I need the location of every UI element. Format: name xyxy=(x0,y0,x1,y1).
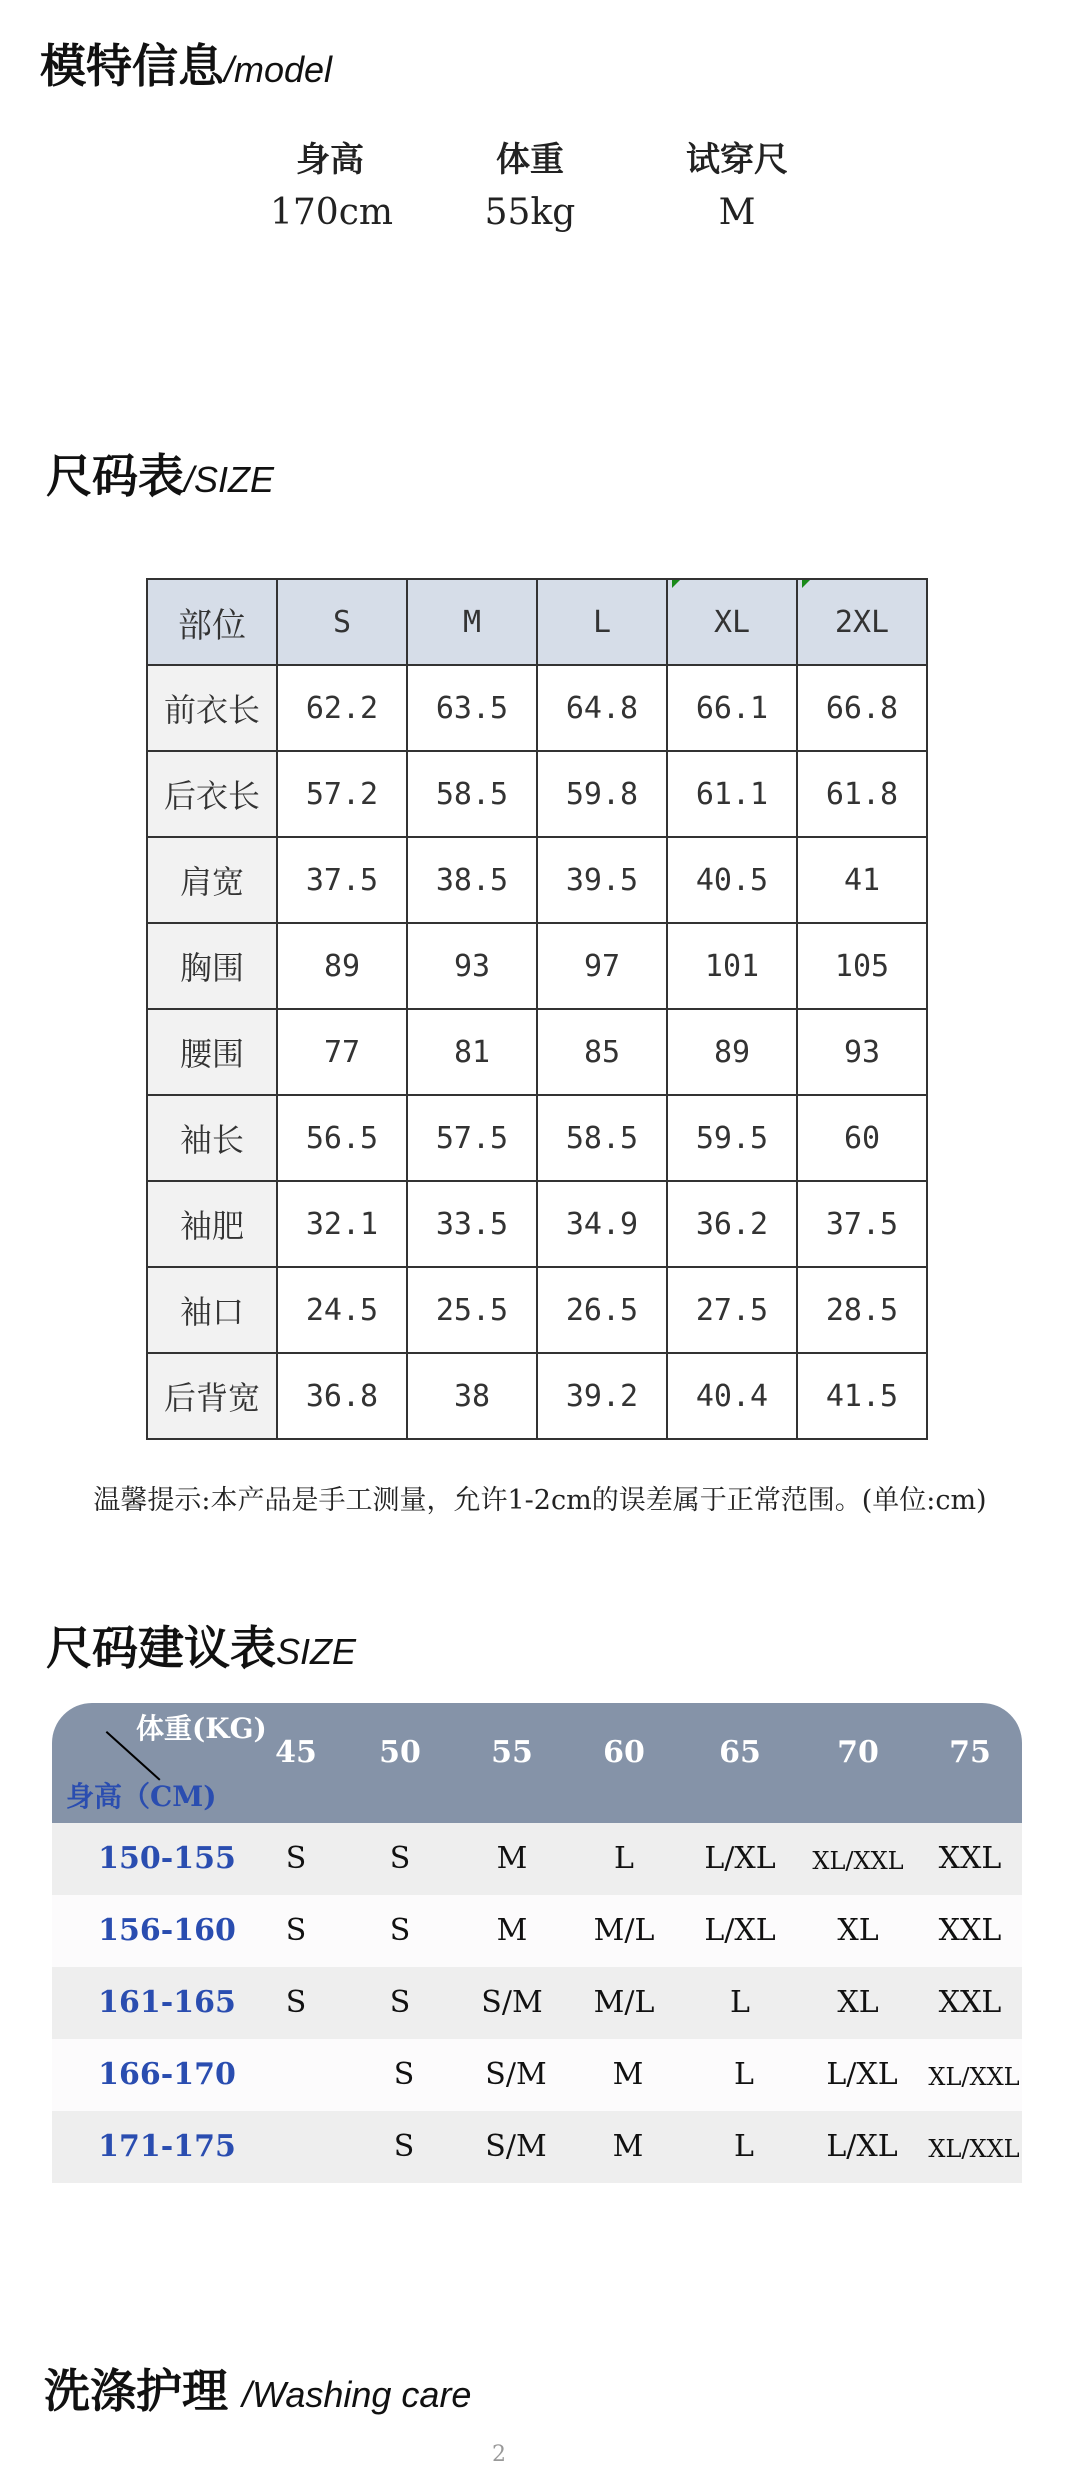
size-part-cell: 后背宽 xyxy=(147,1353,277,1439)
size-value-cell: 24.5 xyxy=(277,1267,407,1353)
size-chart-heading xyxy=(46,440,274,506)
size-chart-row xyxy=(147,923,927,1009)
size-part-cell: 肩宽 xyxy=(147,837,277,923)
size-part-cell: 后衣长 xyxy=(147,751,277,837)
size-suggestion-header xyxy=(52,1703,1022,1823)
size-suggestion-heading xyxy=(46,1612,356,1678)
model-info-title: 模特信息 xyxy=(40,39,224,93)
model-trial-size-label: 试穿尺 xyxy=(686,140,788,180)
size-value-cell: 34.9 xyxy=(537,1181,667,1267)
model-trial-size-value: M xyxy=(718,192,756,233)
suggested-size-cell: S/M xyxy=(485,2129,547,2164)
model-weight-value: 55kg xyxy=(484,192,576,233)
suggested-size-cell: M xyxy=(612,2057,644,2092)
suggested-size-cell: M/L xyxy=(593,1913,655,1948)
size-value-cell: 33.5 xyxy=(407,1181,537,1267)
size-value-cell: 61.8 xyxy=(797,751,927,837)
size-value-cell: 38.5 xyxy=(407,837,537,923)
suggested-size-cell: XXL xyxy=(938,1841,1002,1876)
size-part-cell: 袖肥 xyxy=(147,1181,277,1267)
size-value-cell: 63.5 xyxy=(407,665,537,751)
model-trial-size xyxy=(672,132,802,233)
suggested-size-cell: S xyxy=(389,1913,411,1948)
suggested-size-cell: S xyxy=(285,1985,307,2020)
size-value-cell: 27.5 xyxy=(667,1267,797,1353)
size-value-cell: 58.5 xyxy=(407,751,537,837)
size-suggestion-row xyxy=(52,2111,1022,2183)
suggested-size-cell: S xyxy=(285,1913,307,1948)
size-part-cell: 袖长 xyxy=(147,1095,277,1181)
size-part-cell: 腰围 xyxy=(147,1009,277,1095)
size-value-cell: 26.5 xyxy=(537,1267,667,1353)
size-chart-table xyxy=(146,578,928,1440)
model-info-heading xyxy=(40,30,332,96)
size-value-cell: 37.5 xyxy=(797,1181,927,1267)
size-suggestion-row xyxy=(52,1967,1022,2039)
height-range-cell: 166-170 xyxy=(98,2057,236,2092)
suggested-size-cell: M xyxy=(612,2129,644,2164)
suggested-size-cell: XL xyxy=(837,1985,879,2020)
size-value-cell: 93 xyxy=(797,1009,927,1095)
suggested-size-cell: XL/XXL xyxy=(812,1847,904,1875)
model-info-subtitle: /model xyxy=(224,49,333,90)
size-value-cell: 41 xyxy=(797,837,927,923)
height-range-cell: 161-165 xyxy=(98,1985,236,2020)
height-range-cell: 171-175 xyxy=(98,2129,236,2164)
size-value-cell: 41.5 xyxy=(797,1353,927,1439)
height-axis-label: 身高（CM) xyxy=(66,1780,217,1813)
size-header-part: 部位 xyxy=(147,579,277,665)
size-value-cell: 59.8 xyxy=(537,751,667,837)
size-chart-row xyxy=(147,1181,927,1267)
cell-corner-marker xyxy=(672,580,680,588)
size-suggestion-table xyxy=(52,1703,1022,2183)
size-value-cell: 58.5 xyxy=(537,1095,667,1181)
washing-care-subtitle: /Washing care xyxy=(242,2374,472,2415)
size-suggestion-row xyxy=(52,2039,1022,2111)
size-value-cell: 89 xyxy=(667,1009,797,1095)
suggested-size-cell: XXL xyxy=(938,1985,1002,2020)
suggested-size-cell: S xyxy=(389,1841,411,1876)
suggested-size-cell: S/M xyxy=(481,1985,543,2020)
size-value-cell: 40.5 xyxy=(667,837,797,923)
suggested-size-cell: XXL xyxy=(938,1913,1002,1948)
size-value-cell: 28.5 xyxy=(797,1267,927,1353)
measurement-note: 温馨提示:本产品是手工测量，允许1-2cm的误差属于正常范围。(单位:cm) xyxy=(93,1485,987,1516)
size-value-cell: 61.1 xyxy=(667,751,797,837)
size-chart-subtitle: /SIZE xyxy=(184,459,275,500)
size-value-cell: 101 xyxy=(667,923,797,1009)
size-chart-row xyxy=(147,665,927,751)
suggested-size-cell: XL/XXL xyxy=(928,2063,1020,2091)
suggested-size-cell: S xyxy=(393,2129,415,2164)
model-height-label: 身高 xyxy=(296,140,364,180)
size-value-cell: 81 xyxy=(407,1009,537,1095)
size-value-cell: 25.5 xyxy=(407,1267,537,1353)
weight-column-header: 70 xyxy=(837,1735,879,1770)
suggested-size-cell: M xyxy=(496,1841,528,1876)
weight-column-header: 45 xyxy=(275,1735,317,1770)
weight-column-header: 65 xyxy=(719,1735,761,1770)
weight-column-header: 60 xyxy=(603,1735,645,1770)
size-header-xl: XL xyxy=(667,579,797,665)
washing-care-title: 洗涤护理 xyxy=(44,2364,228,2418)
suggested-size-cell: XL/XXL xyxy=(928,2135,1020,2163)
size-header-m: M xyxy=(407,579,537,665)
size-value-cell: 93 xyxy=(407,923,537,1009)
size-value-cell: 40.4 xyxy=(667,1353,797,1439)
size-value-cell: 38 xyxy=(407,1353,537,1439)
suggested-size-cell: L xyxy=(734,2129,754,2164)
size-suggestion-title: 尺码建议表 xyxy=(46,1621,276,1675)
size-value-cell: 66.1 xyxy=(667,665,797,751)
suggested-size-cell: L xyxy=(730,1985,750,2020)
weight-column-header: 50 xyxy=(379,1735,421,1770)
size-chart-row xyxy=(147,1009,927,1095)
size-value-cell: 62.2 xyxy=(277,665,407,751)
size-chart-row xyxy=(147,837,927,923)
suggested-size-cell: L/XL xyxy=(826,2057,898,2092)
suggested-size-cell: M/L xyxy=(593,1985,655,2020)
size-part-cell: 袖口 xyxy=(147,1267,277,1353)
height-range-cell: 150-155 xyxy=(98,1841,236,1876)
suggested-size-cell: S xyxy=(285,1841,307,1876)
suggested-size-cell: XL xyxy=(837,1913,879,1948)
model-weight xyxy=(480,132,580,233)
suggested-size-cell: L/XL xyxy=(704,1913,776,1948)
size-value-cell: 39.5 xyxy=(537,837,667,923)
size-value-cell: 36.2 xyxy=(667,1181,797,1267)
size-chart-row xyxy=(147,1353,927,1439)
size-value-cell: 97 xyxy=(537,923,667,1009)
size-chart-header-row xyxy=(147,579,927,665)
size-value-cell: 64.8 xyxy=(537,665,667,751)
size-suggestion-row xyxy=(52,1895,1022,1967)
suggested-size-cell: L/XL xyxy=(826,2129,898,2164)
size-value-cell: 37.5 xyxy=(277,837,407,923)
size-part-cell: 前衣长 xyxy=(147,665,277,751)
size-suggestion-row xyxy=(52,1823,1022,1895)
size-value-cell: 85 xyxy=(537,1009,667,1095)
size-header-s: S xyxy=(277,579,407,665)
size-value-cell: 57.2 xyxy=(277,751,407,837)
size-header-2xl: 2XL xyxy=(797,579,927,665)
page-marker: 2 xyxy=(492,2442,506,2467)
suggested-size-cell: M xyxy=(496,1913,528,1948)
washing-care-heading xyxy=(44,2355,471,2421)
size-value-cell: 57.5 xyxy=(407,1095,537,1181)
suggested-size-cell: L xyxy=(614,1841,634,1876)
weight-axis-label: 体重(KG) xyxy=(136,1712,267,1745)
size-chart-row xyxy=(147,1095,927,1181)
size-value-cell: 77 xyxy=(277,1009,407,1095)
model-weight-label: 体重 xyxy=(496,140,564,180)
size-value-cell: 60 xyxy=(797,1095,927,1181)
size-value-cell: 89 xyxy=(277,923,407,1009)
model-height-value: 170cm xyxy=(270,192,394,233)
suggested-size-cell: S xyxy=(393,2057,415,2092)
suggested-size-cell: S xyxy=(389,1985,411,2020)
size-chart-row xyxy=(147,1267,927,1353)
weight-column-header: 55 xyxy=(491,1735,533,1770)
cell-corner-marker xyxy=(802,580,810,588)
size-value-cell: 32.1 xyxy=(277,1181,407,1267)
weight-column-header: 75 xyxy=(949,1735,991,1770)
size-value-cell: 105 xyxy=(797,923,927,1009)
model-height xyxy=(270,132,394,233)
height-range-cell: 156-160 xyxy=(98,1913,236,1948)
size-suggestion-subtitle: SIZE xyxy=(276,1631,357,1672)
size-value-cell: 59.5 xyxy=(667,1095,797,1181)
size-chart-row xyxy=(147,751,927,837)
suggested-size-cell: S/M xyxy=(485,2057,547,2092)
size-chart-title: 尺码表 xyxy=(46,449,184,503)
size-value-cell: 66.8 xyxy=(797,665,927,751)
suggested-size-cell: L xyxy=(734,2057,754,2092)
size-header-l: L xyxy=(537,579,667,665)
size-value-cell: 36.8 xyxy=(277,1353,407,1439)
size-value-cell: 39.2 xyxy=(537,1353,667,1439)
size-value-cell: 56.5 xyxy=(277,1095,407,1181)
size-part-cell: 胸围 xyxy=(147,923,277,1009)
suggested-size-cell: L/XL xyxy=(704,1841,776,1876)
